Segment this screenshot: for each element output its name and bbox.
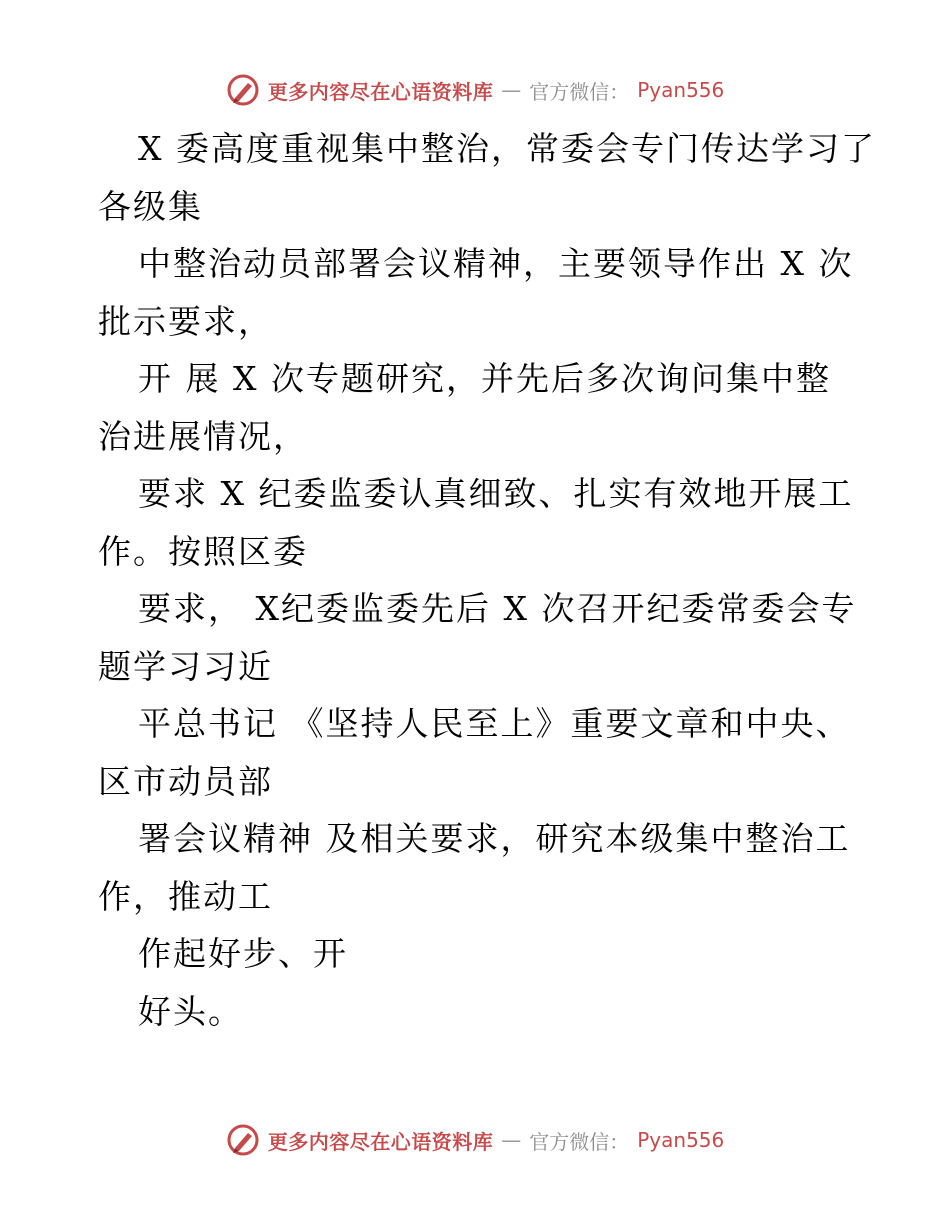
text-line: 治进展情况， bbox=[98, 416, 308, 456]
text-line: 中整治动员部署会议精神，主要领导作出 X 次 bbox=[138, 244, 854, 283]
watermark-wechat-id: Pyan556 bbox=[637, 78, 725, 102]
header-watermark bbox=[0, 70, 950, 110]
text-line: 平总书记 《坚持人民至上》重要文章和中央、 bbox=[138, 704, 851, 743]
pen-logo-icon bbox=[226, 1123, 260, 1157]
text-line: 题学习习近 bbox=[98, 646, 273, 686]
pen-logo-icon bbox=[226, 73, 260, 107]
watermark-sub-text: 官方微信： bbox=[529, 1129, 630, 1154]
watermark-separator: — bbox=[501, 1128, 522, 1152]
watermark-separator: — bbox=[501, 78, 522, 102]
text-line: 署会议精神 及相关要求，研究本级集中整治工 bbox=[138, 819, 851, 858]
text-line: 开 展 X 次专题研究，并先后多次询问集中整 bbox=[138, 359, 831, 398]
watermark-wechat-id: Pyan556 bbox=[637, 1128, 725, 1152]
text-line: 区市动员部 bbox=[98, 761, 273, 801]
text-line: 作，推动工 bbox=[98, 876, 273, 916]
text-line: 批示要求， bbox=[98, 301, 273, 341]
text-line: 作。按照区委 bbox=[98, 531, 308, 571]
watermark-main-text: 更多内容尽在心语资料库 bbox=[267, 79, 494, 104]
document-body bbox=[98, 120, 876, 1040]
text-line: 作起好步、开 bbox=[138, 934, 348, 973]
text-line: 各级集 bbox=[98, 186, 203, 226]
text-line: X 委高度重视集中整治，常委会专门传达学习了 bbox=[138, 129, 876, 168]
watermark-main-text: 更多内容尽在心语资料库 bbox=[267, 1129, 494, 1154]
text-line: 好头。 bbox=[138, 991, 243, 1031]
footer-watermark bbox=[0, 1120, 950, 1160]
text-line: 要求 X 纪委监委认真细致、扎实有效地开展工 bbox=[138, 474, 854, 513]
text-line: 要求， X纪委监委先后 X 次召开纪委常委会专 bbox=[138, 589, 857, 628]
watermark-sub-text: 官方微信： bbox=[529, 79, 630, 104]
